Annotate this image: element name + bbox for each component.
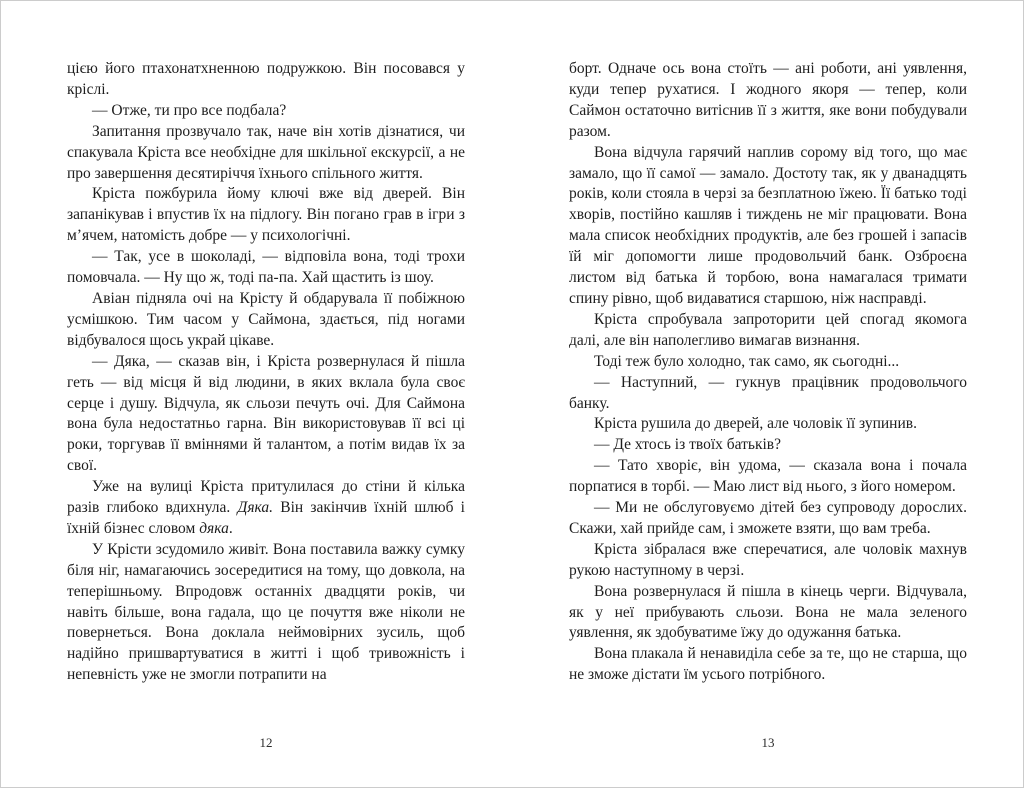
paragraph: цією його птахонатхненною подружкою. Він посовався у кріслі. <box>67 60 465 98</box>
paragraph: Авіан підняла очі на Крісту й обдарувала її побіжною усмішкою. Тим часом у Саймона, здається, під ногами відбувалося щось украй цікаве. <box>67 289 465 349</box>
paragraph: Кріста пожбурила йому ключі вже від дверей. Він запанікував і впустив їх на підлогу. Він погано грав в ігри з м’ячем, натомість добре — у психологічні. <box>67 185 465 245</box>
paragraph: — Наступний, — гукнув працівник продовольчого банку. <box>569 373 967 412</box>
paragraph: — Отже, ти про все подбала? <box>92 101 287 119</box>
paragraph: — Де хтось із твоїх батьків? <box>594 436 781 454</box>
paragraph: Кріста спробувала запроторити цей спогад якомога далі, але він наполегливо вимагав визнання. <box>569 310 967 349</box>
paragraph: У Крісти зсудомило живіт. Вона поставила важку сумку біля ніг, намагаючись зосередитися на тому, що довкола, на теперішньому. Впродовж останніх двадцяти років, чи навіть більше, вона гадала, що це почуття вже ніколи не повернеться. Вона доклала неймовірних зусиль, щоб надійно пришвартуватися в житті і щоб тривожність і непевність уже не змогли потрапити на <box>67 540 465 684</box>
page-gutter <box>465 59 569 787</box>
paragraph: Кріста рушила до дверей, але чоловік її зупинив. <box>594 415 917 433</box>
page-right-number: 13 <box>761 735 775 750</box>
paragraph: — Ми не обслуговуємо дітей без супроводу дорослих. Скажи, хай прийде сам, і зможете взяти, що вам треба. <box>569 499 967 537</box>
paragraph: Вона плакала й ненавиділа себе за те, що не старша, що не зможе дістати їм усього потрібного. <box>569 645 967 684</box>
paragraph: борт. Одначе ось вона стоїть — ані роботи, ані уявлення, куди тепер рухатися. І жодного якоря — тепер, коли Саймон остаточно витіснив її з життя, яке вони побудували разом. <box>569 60 967 140</box>
paragraph: Уже на вулиці Кріста притулилася до стіни й кілька разів глибоко вдихнула. Дяка. Він закінчив їхній шлюб і їхній бізнес словом дяка. <box>67 478 465 537</box>
paragraph: — Тато хворіє, він удома, — сказала вона і почала порпатися в торбі. — Маю лист від нього, з його номером. <box>569 457 967 496</box>
page-right-text <box>569 59 967 686</box>
page-left-text <box>67 59 465 686</box>
paragraph: — Дяка, — сказав він, і Кріста розвернулася й пішла геть — від місця й від людини, в яких вклала була своє серце і душу. Відчула, як сльози печуть очі. Для Саймона вона була недостатньо гарна. Він використовував її всі ці роки, торгував її вміннями й талантом, а потім видав їх за свої. <box>67 352 465 475</box>
paragraph: Вона відчула гарячий наплив сорому від того, що має замало, що її самої — замало. Достоту так, як у дванадцять років, коли стояла в черзі за безплатною їжею. Її батько тоді хворів, постійно кашляв і тиждень не міг працювати. Вона мала список необхідних продуктів, але без грошей і запасів їй міг допомогти лише продовольчий банк. Озброєна листом від батька й торбою, вона намагалася тримати спину рівно, щоб видаватися старшою, ніж насправді. <box>569 143 967 307</box>
page-right <box>569 59 967 787</box>
paragraph: Вона розвернулася й пішла в кінець черги. Відчувала, як у неї прибувають сльози. Вона не мала зеленого уявлення, як здобуватиме їжу до одужання батька. <box>569 582 967 642</box>
paragraph: Тоді теж було холодно, так само, як сьогодні... <box>594 352 900 370</box>
paragraph: — Так, усе в шоколаді, — відповіла вона, тоді трохи помовчала. — Ну що ж, тоді па-па. Хай щастить із шоу. <box>67 248 465 287</box>
page-left <box>67 59 465 787</box>
paragraph: Запитання прозвучало так, наче він хотів дізнатися, чи спакувала Кріста все необхідне для шкільної екскурсії, а не про завершення десятиріччя їхнього спільного життя. <box>67 122 465 182</box>
paragraph: Кріста зібралася вже сперечатися, але чоловік махнув рукою наступному в черзі. <box>569 540 967 579</box>
page-left-number: 12 <box>259 735 273 750</box>
